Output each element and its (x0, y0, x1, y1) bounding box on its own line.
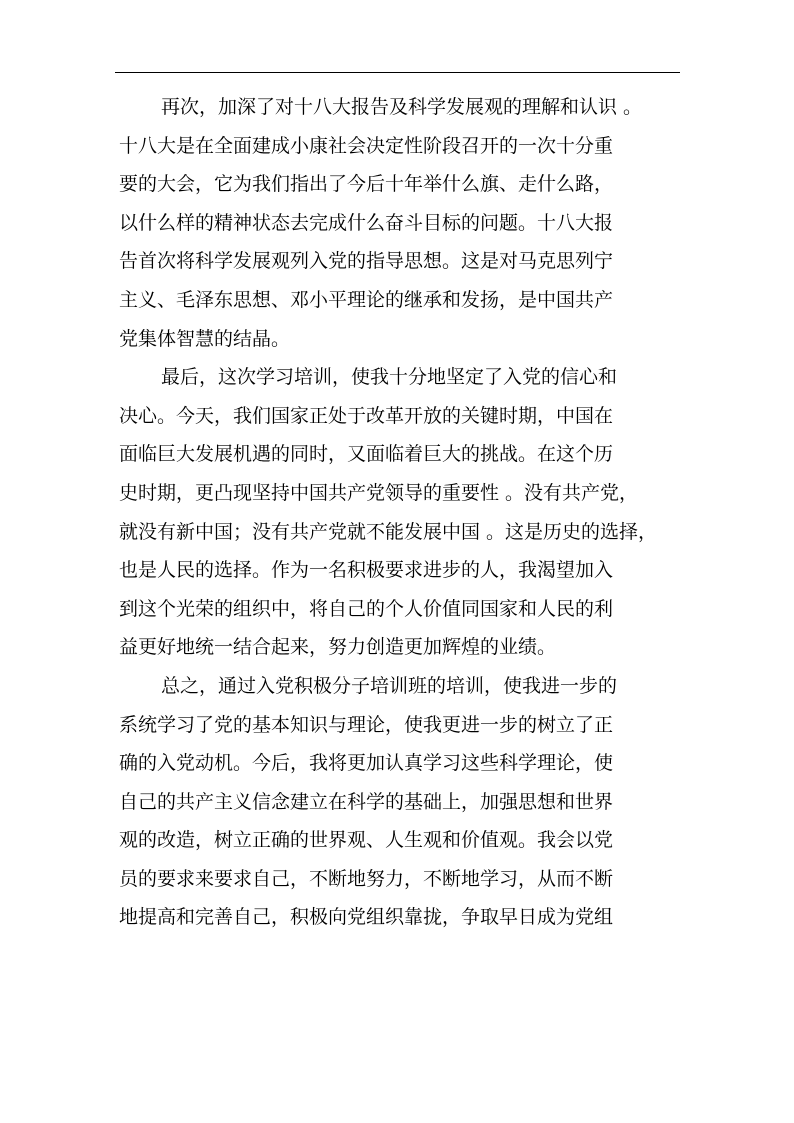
text-line: 观的改造，树立正确的世界观、人生观和价值观。我会以党 (119, 829, 614, 852)
document-body (119, 88, 685, 937)
text-line: 再次，加深了对十八大报告及科学发展观的理解和认识 。 (161, 96, 643, 118)
text-line: 决心。今天，我们国家正处于改革开放的关键时期，中国在 (119, 404, 614, 427)
text-line: 主义、毛泽东思想、邓小平理论的继承和发扬，是中国共产 (119, 288, 614, 311)
paragraph-2 (119, 358, 685, 667)
text-line: 以什么样的精神状态去完成什么奋斗目标的问题。十八大报 (119, 211, 614, 234)
text-line: 告首次将科学发展观列入党的指导思想。这是对马克思列宁 (119, 250, 614, 273)
text-line: 地提高和完善自己，积极向党组织靠拢，争取早日成为党组 (119, 906, 614, 929)
paragraph-1 (119, 88, 685, 358)
text-line: 系统学习了党的基本知识与理论，使我更进一步的树立了正 (119, 713, 614, 736)
text-line: 益更好地统一结合起来，努力创造更加辉煌的业绩。 (119, 636, 557, 659)
text-line: 党集体智慧的结晶。 (119, 327, 291, 350)
text-line: 就没有新中国；没有共产党就不能发展中国 。这是历史的选择， (119, 520, 658, 543)
text-line: 要的大会，它为我们指出了今后十年举什么旗、走什么路， (119, 173, 614, 196)
paragraph-3 (119, 667, 685, 937)
text-line: 到这个光荣的组织中，将自己的个人价值同国家和人民的利 (119, 597, 614, 620)
text-line: 自己的共产主义信念建立在科学的基础上，加强思想和世界 (119, 790, 614, 813)
text-line: 也是人民的选择。作为一名积极要求进步的人，我渴望加入 (119, 559, 614, 582)
text-line: 最后，这次学习培训，使我十分地坚定了入党的信心和 (161, 366, 618, 389)
text-line: 面临巨大发展机遇的同时，又面临着巨大的挑战。在这个历 (119, 443, 614, 466)
text-line: 总之，通过入党积极分子培训班的培训，使我进一步的 (161, 674, 618, 697)
text-line: 员的要求来要求自己，不断地努力，不断地学习，从而不断 (119, 867, 614, 890)
text-line: 十八大是在全面建成小康社会决定性阶段召开的一次十分重 (119, 134, 614, 157)
text-line: 确的入党动机。今后，我将更加认真学习这些科学理论，使 (119, 752, 614, 775)
text-line: 史时期，更凸现坚持中国共产党领导的重要性 。没有共产党， (119, 481, 639, 504)
header-rule (115, 72, 680, 73)
